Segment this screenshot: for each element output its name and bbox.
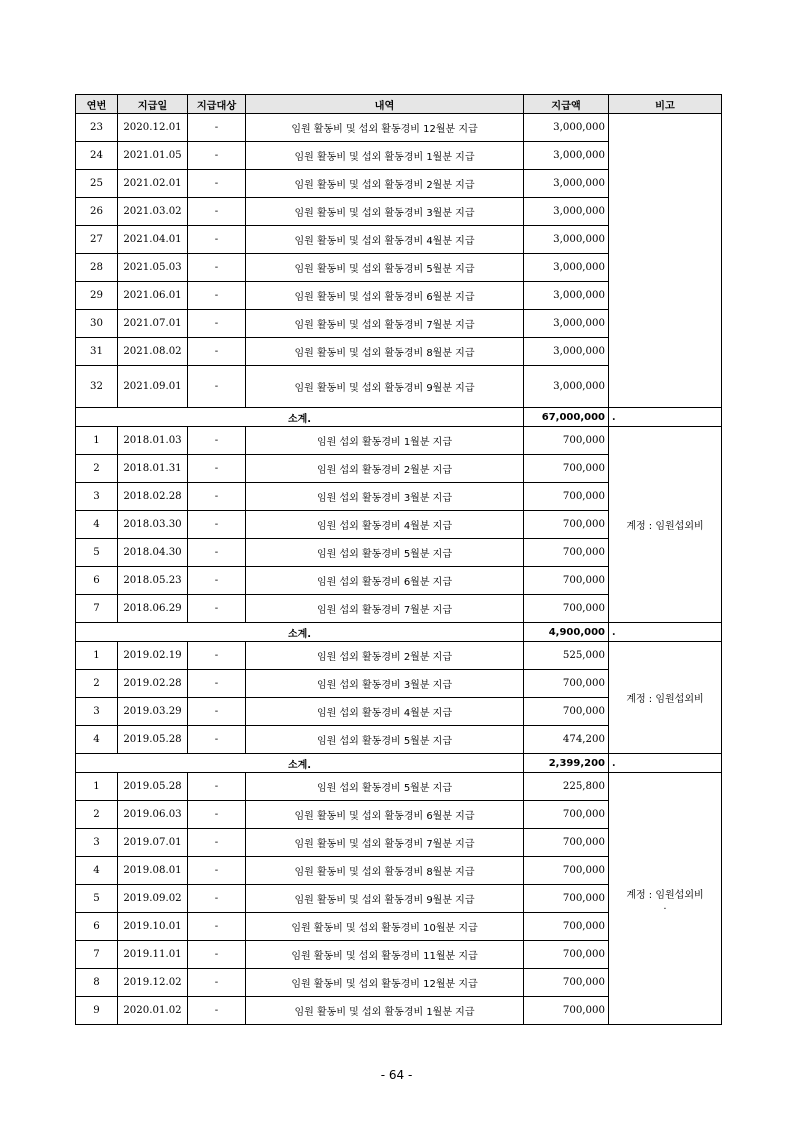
row-number: 4: [76, 511, 118, 539]
subtotal-label: 소계.: [76, 754, 524, 773]
payment-date: 2018.04.30: [118, 539, 188, 567]
payment-date: 2018.03.30: [118, 511, 188, 539]
payment-date: 2021.06.01: [118, 282, 188, 310]
payment-target: -: [188, 310, 246, 338]
payment-date: 2021.05.03: [118, 254, 188, 282]
payment-date: 2020.12.01: [118, 114, 188, 142]
payment-date: 2019.03.29: [118, 698, 188, 726]
payment-date: 2019.10.01: [118, 913, 188, 941]
payment-date: 2019.05.28: [118, 773, 188, 801]
payment-target: -: [188, 941, 246, 969]
row-number: 29: [76, 282, 118, 310]
payment-description: 임원 활동비 및 섭외 활동경비 6월분 지급: [246, 282, 524, 310]
payment-target: -: [188, 801, 246, 829]
subtotal-row: [76, 754, 722, 773]
table-row: [76, 773, 722, 801]
payment-amount: 700,000: [524, 885, 609, 913]
row-number: 6: [76, 567, 118, 595]
payment-description: 임원 활동비 및 섭외 활동경비 10월분 지급: [246, 913, 524, 941]
payment-target: -: [188, 642, 246, 670]
subtotal-label: 소계.: [76, 408, 524, 427]
payment-amount: 3,000,000: [524, 142, 609, 170]
row-number: 1: [76, 427, 118, 455]
header-remarks: 비고: [609, 95, 722, 114]
row-number: 7: [76, 941, 118, 969]
payment-amount: 700,000: [524, 595, 609, 623]
payment-description: 임원 활동비 및 섭외 활동경비 11월분 지급: [246, 941, 524, 969]
payment-target: -: [188, 511, 246, 539]
row-number: 3: [76, 698, 118, 726]
table-row: [76, 114, 722, 142]
payment-date: 2021.08.02: [118, 338, 188, 366]
payment-target: -: [188, 282, 246, 310]
table-row: [76, 427, 722, 455]
payment-description: 임원 활동비 및 섭외 활동경비 12월분 지급: [246, 969, 524, 997]
payment-target: -: [188, 857, 246, 885]
payment-date: 2019.09.02: [118, 885, 188, 913]
payment-amount: 3,000,000: [524, 310, 609, 338]
payment-description: 임원 활동비 및 섭외 활동경비 9월분 지급: [246, 885, 524, 913]
payment-date: 2019.05.28: [118, 726, 188, 754]
payment-description: 임원 활동비 및 섭외 활동경비 2월분 지급: [246, 170, 524, 198]
payment-description: 임원 활동비 및 섭외 활동경비 7월분 지급: [246, 829, 524, 857]
payment-description: 임원 섭외 활동경비 2월분 지급: [246, 455, 524, 483]
row-number: 4: [76, 857, 118, 885]
payment-description: 임원 섭외 활동경비 3월분 지급: [246, 483, 524, 511]
subtotal-row: [76, 408, 722, 427]
payment-description: 임원 섭외 활동경비 4월분 지급: [246, 511, 524, 539]
payment-date: 2019.07.01: [118, 829, 188, 857]
payment-amount: 700,000: [524, 698, 609, 726]
header-amount: 지급액: [524, 95, 609, 114]
payment-target: -: [188, 142, 246, 170]
payment-target: -: [188, 595, 246, 623]
remarks-text: 계정 : 임원섭외비: [626, 694, 704, 705]
payment-amount: 700,000: [524, 969, 609, 997]
payment-date: 2021.02.01: [118, 170, 188, 198]
row-number: 2: [76, 670, 118, 698]
page-number: - 64 -: [380, 1068, 413, 1082]
payment-date: 2019.11.01: [118, 941, 188, 969]
payment-date: 2021.03.02: [118, 198, 188, 226]
payment-description: 임원 활동비 및 섭외 활동경비 1월분 지급: [246, 142, 524, 170]
payment-description: 임원 활동비 및 섭외 활동경비 4월분 지급: [246, 226, 524, 254]
payment-amount: 3,000,000: [524, 226, 609, 254]
table-row: [76, 642, 722, 670]
payment-amount: 700,000: [524, 539, 609, 567]
row-number: 4: [76, 726, 118, 754]
payment-description: 임원 섭외 활동경비 2월분 지급: [246, 642, 524, 670]
header-target: 지급대상: [188, 95, 246, 114]
row-number: 1: [76, 773, 118, 801]
payment-description: 임원 섭외 활동경비 5월분 지급: [246, 726, 524, 754]
payment-date: 2018.05.23: [118, 567, 188, 595]
header-date: 지급일: [118, 95, 188, 114]
header-row: [76, 95, 722, 114]
payment-target: -: [188, 226, 246, 254]
payment-amount: 700,000: [524, 997, 609, 1025]
payment-date: 2021.01.05: [118, 142, 188, 170]
payment-description: 임원 활동비 및 섭외 활동경비 8월분 지급: [246, 338, 524, 366]
row-number: 23: [76, 114, 118, 142]
payment-description: 임원 활동비 및 섭외 활동경비 1월분 지급: [246, 997, 524, 1025]
remarks-cell: [609, 642, 722, 754]
payment-amount: 700,000: [524, 857, 609, 885]
payment-date: 2018.02.28: [118, 483, 188, 511]
row-number: 28: [76, 254, 118, 282]
payment-amount: 700,000: [524, 829, 609, 857]
payment-amount: 525,000: [524, 642, 609, 670]
payment-target: -: [188, 427, 246, 455]
payment-amount: 3,000,000: [524, 170, 609, 198]
remarks-cell: [609, 773, 722, 1025]
row-number: 26: [76, 198, 118, 226]
payment-amount: 700,000: [524, 913, 609, 941]
payment-target: -: [188, 913, 246, 941]
subtotal-amount: 2,399,200: [524, 754, 609, 773]
payment-amount: 700,000: [524, 455, 609, 483]
payment-target: -: [188, 455, 246, 483]
row-number: 7: [76, 595, 118, 623]
payment-description: 임원 섭외 활동경비 5월분 지급: [246, 773, 524, 801]
payment-date: 2020.01.02: [118, 997, 188, 1025]
payment-amount: 3,000,000: [524, 282, 609, 310]
row-number: 30: [76, 310, 118, 338]
subtotal-remarks: .: [609, 623, 722, 642]
payment-description: 임원 활동비 및 섭외 활동경비 12월분 지급: [246, 114, 524, 142]
payment-target: -: [188, 338, 246, 366]
remarks-text: 계정 : 임원섭외비: [626, 521, 704, 532]
payment-description: 임원 활동비 및 섭외 활동경비 9월분 지급: [246, 366, 524, 408]
row-number: 2: [76, 801, 118, 829]
payment-target: -: [188, 567, 246, 595]
row-number: 31: [76, 338, 118, 366]
payment-target: -: [188, 698, 246, 726]
payment-target: -: [188, 539, 246, 567]
subtotal-remarks: .: [609, 754, 722, 773]
payment-description: 임원 섭외 활동경비 5월분 지급: [246, 539, 524, 567]
payment-description: 임원 활동비 및 섭외 활동경비 5월분 지급: [246, 254, 524, 282]
header-description: 내역: [246, 95, 524, 114]
row-number: 8: [76, 969, 118, 997]
row-number: 24: [76, 142, 118, 170]
payment-target: -: [188, 483, 246, 511]
payment-amount: 700,000: [524, 941, 609, 969]
payment-date: 2018.01.31: [118, 455, 188, 483]
payment-date: 2019.06.03: [118, 801, 188, 829]
row-number: 27: [76, 226, 118, 254]
payment-description: 임원 활동비 및 섭외 활동경비 6월분 지급: [246, 801, 524, 829]
remarks-cell: [609, 114, 722, 408]
payment-amount: 700,000: [524, 511, 609, 539]
payment-amount: 700,000: [524, 670, 609, 698]
ledger-body: [76, 114, 722, 1025]
subtotal-amount: 67,000,000: [524, 408, 609, 427]
payment-target: -: [188, 773, 246, 801]
subtotal-label: 소계.: [76, 623, 524, 642]
payment-amount: 225,800: [524, 773, 609, 801]
payment-date: 2019.12.02: [118, 969, 188, 997]
payment-date: 2018.06.29: [118, 595, 188, 623]
row-number: 9: [76, 997, 118, 1025]
remarks-extra: .: [663, 900, 667, 912]
payment-target: -: [188, 997, 246, 1025]
row-number: 5: [76, 885, 118, 913]
payment-target: -: [188, 366, 246, 408]
payment-amount: 700,000: [524, 567, 609, 595]
payment-target: -: [188, 114, 246, 142]
payment-description: 임원 섭외 활동경비 4월분 지급: [246, 698, 524, 726]
payment-target: -: [188, 198, 246, 226]
payment-description: 임원 섭외 활동경비 7월분 지급: [246, 595, 524, 623]
payment-date: 2019.02.19: [118, 642, 188, 670]
payment-description: 임원 섭외 활동경비 3월분 지급: [246, 670, 524, 698]
row-number: 3: [76, 483, 118, 511]
payment-date: 2021.04.01: [118, 226, 188, 254]
payment-description: 임원 섭외 활동경비 6월분 지급: [246, 567, 524, 595]
row-number: 3: [76, 829, 118, 857]
row-number: 6: [76, 913, 118, 941]
payment-amount: 700,000: [524, 801, 609, 829]
payment-description: 임원 섭외 활동경비 1월분 지급: [246, 427, 524, 455]
payment-target: -: [188, 885, 246, 913]
row-number: 32: [76, 366, 118, 408]
payment-amount: 3,000,000: [524, 114, 609, 142]
payment-target: -: [188, 170, 246, 198]
header-no: 연번: [76, 95, 118, 114]
payment-amount: 700,000: [524, 483, 609, 511]
payment-description: 임원 활동비 및 섭외 활동경비 3월분 지급: [246, 198, 524, 226]
remarks-text: 계정 : 임원섭외비: [626, 889, 704, 901]
row-number: 1: [76, 642, 118, 670]
subtotal-remarks: .: [609, 408, 722, 427]
payment-amount: 3,000,000: [524, 366, 609, 408]
payment-date: 2018.01.03: [118, 427, 188, 455]
payment-description: 임원 활동비 및 섭외 활동경비 7월분 지급: [246, 310, 524, 338]
payment-date: 2021.09.01: [118, 366, 188, 408]
payment-target: -: [188, 254, 246, 282]
row-number: 2: [76, 455, 118, 483]
payment-target: -: [188, 726, 246, 754]
row-number: 5: [76, 539, 118, 567]
payment-amount: 3,000,000: [524, 254, 609, 282]
payment-description: 임원 활동비 및 섭외 활동경비 8월분 지급: [246, 857, 524, 885]
subtotal-row: [76, 623, 722, 642]
remarks-cell: [609, 427, 722, 623]
payment-date: 2021.07.01: [118, 310, 188, 338]
payment-target: -: [188, 670, 246, 698]
payment-date: 2019.08.01: [118, 857, 188, 885]
subtotal-amount: 4,900,000: [524, 623, 609, 642]
payment-amount: 474,200: [524, 726, 609, 754]
row-number: 25: [76, 170, 118, 198]
payment-target: -: [188, 829, 246, 857]
payment-amount: 700,000: [524, 427, 609, 455]
payment-amount: 3,000,000: [524, 338, 609, 366]
payment-target: -: [188, 969, 246, 997]
payment-amount: 3,000,000: [524, 198, 609, 226]
payment-date: 2019.02.28: [118, 670, 188, 698]
payment-ledger-table: [75, 94, 722, 1025]
